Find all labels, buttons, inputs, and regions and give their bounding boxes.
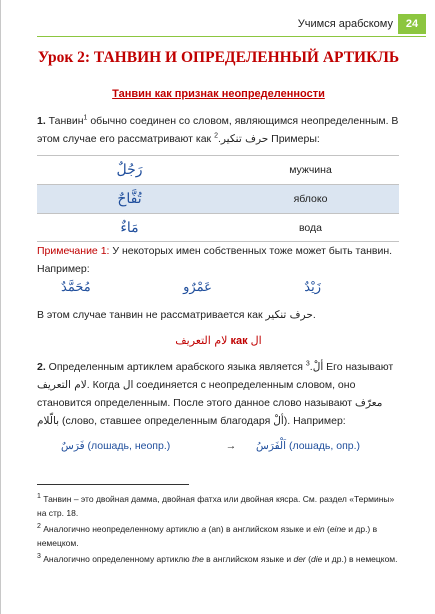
- header-label: Учимся арабскому: [297, 18, 393, 30]
- note-label: Примечание 1:: [37, 245, 110, 257]
- lesson-title: Урок 2: ТАНВИН И ОПРЕДЕЛЕННЫЙ АРТИКЛЬ: [37, 49, 400, 66]
- vocab-table: [37, 155, 399, 242]
- paragraph-2-number: 2.: [37, 361, 46, 373]
- table-row: [37, 184, 399, 213]
- footnote-2: $^2$ Аналогично неопределенному артиклю a (an) в английском языке и ein (eine и др.) в немецком.: [37, 523, 378, 548]
- vocab-russian: яблоко: [293, 193, 328, 205]
- note-1: Примечание 1: У некоторых имен собственных тоже может быть танвин. Например:: [37, 245, 393, 275]
- footnote-ref-3[interactable]: 3: [305, 360, 310, 368]
- paragraph-1: 1. Танвин$^1$ обычно соединен со словом, являющимся неопределенным. В этом случае его рассматривают как حرف تنكير.$^2$ Примеры:: [37, 114, 399, 145]
- vocab-arabic: رَجُلٌ: [116, 162, 143, 178]
- vocab-arabic: مَاءٌ: [120, 220, 139, 236]
- name-example: مُحَمَّدٌ: [61, 280, 91, 295]
- arrow-right-icon: →: [225, 440, 237, 452]
- vocab-russian: мужчина: [289, 164, 332, 176]
- page-number-badge: 24: [398, 14, 426, 34]
- proper-names-row: [61, 280, 321, 295]
- vocab-russian: вода: [298, 222, 323, 234]
- header-rule: [37, 36, 426, 37]
- table-row: [37, 213, 399, 242]
- arabic-term: حرف تنكير: [220, 133, 269, 145]
- footnote-ref-2[interactable]: 2: [214, 132, 218, 140]
- footnote-3: $^3$ Аналогично определенному артиклю the в английском языке и der (die и др.) в немецком.: [37, 553, 398, 564]
- section-subtitle: Танвин как признак неопределенности: [112, 88, 325, 100]
- arabic-term: حرف تنكير: [265, 309, 313, 321]
- name-example: زَيْدٌ: [304, 280, 321, 295]
- name-example: عَمْرٌو: [183, 280, 212, 295]
- example-row: [61, 440, 381, 452]
- paragraph-1-number: 1.: [37, 115, 46, 127]
- paragraph-2: 2. Определенным артиклем арабского языка является ألْ.$^3$ Его называют لام التعريف. Когда ال соединяется с неопределенным словом, оно становится определенным. После этого данное слово называют معرّف بالّلام (слово, ставшее определенным благодаря ألْ). Например:: [37, 360, 394, 427]
- footnote-separator: [37, 484, 189, 485]
- table-row: [37, 155, 399, 184]
- footnote-1: $^1$ Танвин – это двойная дамма, двойная фатха или двойная кясра. См. раздел «Термины» на стр. 18.: [37, 493, 395, 518]
- paragraph-after-names: В этом случае танвин не рассматривается как حرف تنكير.: [37, 309, 316, 321]
- footnote-ref-1[interactable]: 1: [83, 114, 88, 122]
- example-indefinite: فَرَسٌ (лошадь, неопр.): [61, 440, 171, 452]
- vocab-arabic: تُفَّاحٌ: [117, 191, 142, 207]
- section-subheading: لام التعريف как ال: [175, 334, 262, 347]
- example-definite: اَلْفَرَسُ (лошадь, опр.): [256, 440, 361, 452]
